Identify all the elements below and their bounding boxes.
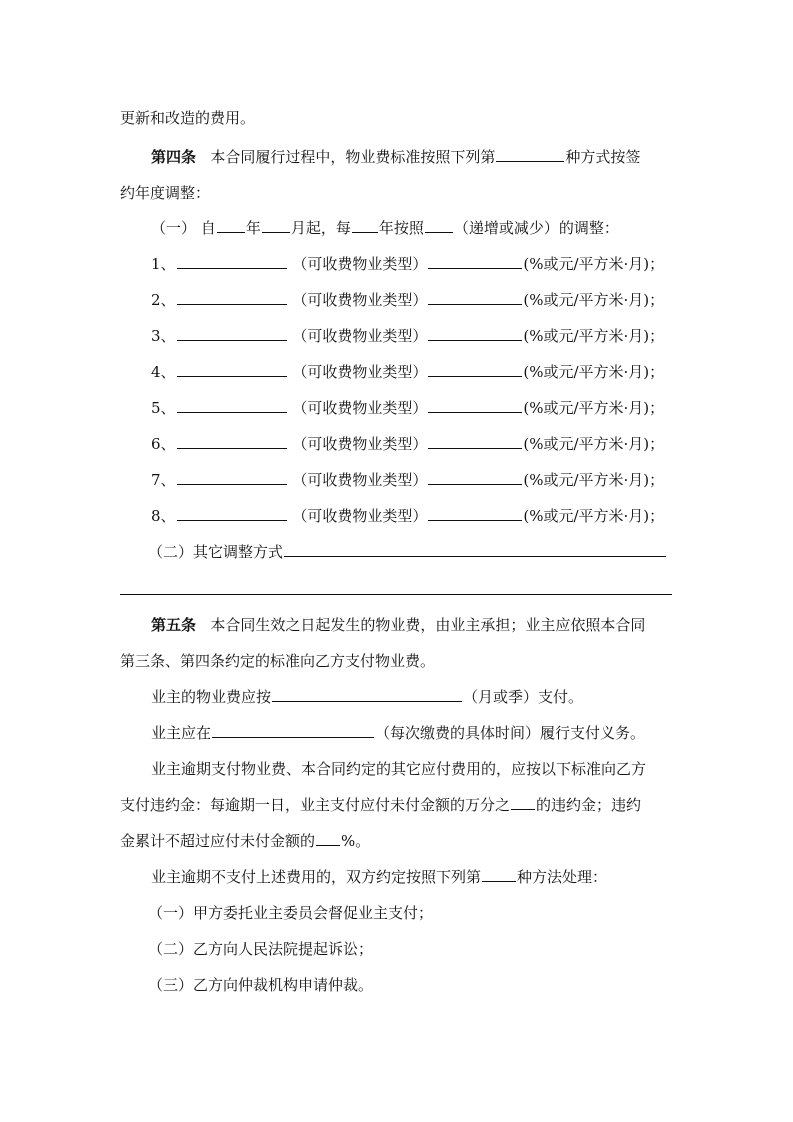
adjustment-1-line: （一） 自 年 月起，每 年按照 （递增或减少）的调整： xyxy=(151,219,619,237)
property-type-blank[interactable] xyxy=(177,398,287,413)
start-year-blank[interactable] xyxy=(217,218,245,233)
method-number-blank[interactable] xyxy=(496,147,564,162)
fee-amount-blank[interactable] xyxy=(428,470,522,485)
property-type-blank[interactable] xyxy=(177,362,287,377)
pay-cycle-blank[interactable] xyxy=(272,687,462,702)
article-5-heading: 第五条 xyxy=(151,616,197,634)
other-method-blank[interactable] xyxy=(284,542,666,557)
property-type-blank[interactable] xyxy=(177,506,287,521)
fee-row: 4、 （可收费物业类型） (%或元/平方米·月)； xyxy=(151,363,665,381)
fee-amount-blank[interactable] xyxy=(428,290,522,305)
adjust-amount-blank[interactable] xyxy=(425,218,453,233)
fee-amount-blank[interactable] xyxy=(428,506,522,521)
fee-row: 3、 （可收费物业类型） (%或元/平方米·月)； xyxy=(151,327,665,345)
property-type-blank[interactable] xyxy=(177,290,287,305)
penalty-cap-blank[interactable] xyxy=(316,831,340,846)
intro-paragraph: 更新和改造的费用。 xyxy=(120,109,256,127)
property-type-blank[interactable] xyxy=(177,470,287,485)
article-4-heading: 第四条 xyxy=(151,148,197,166)
other-method-continuation-line[interactable] xyxy=(120,594,672,595)
fee-amount-blank[interactable] xyxy=(428,362,522,377)
article-5-line-1: 第五条 本合同生效之日起发生的物业费，由业主承担；业主应依照本合同 xyxy=(151,616,646,634)
fee-row: 6、 （可收费物业类型） (%或元/平方米·月)； xyxy=(151,435,665,453)
property-type-blank[interactable] xyxy=(177,326,287,341)
overdue-line-2: 支付违约金：每逾期一日，业主支付应付未付金额的万分之 的违约金；违约 xyxy=(120,796,642,814)
fee-amount-blank[interactable] xyxy=(428,326,522,341)
fee-row: 5、 （可收费物业类型） (%或元/平方米·月)； xyxy=(151,399,665,417)
fee-amount-blank[interactable] xyxy=(428,398,522,413)
article-4-line-1: 第四条 本合同履行过程中，物业费标准按照下列第 种方式按签 xyxy=(151,148,641,166)
method-item: （二）乙方向人民法院提起诉讼； xyxy=(148,940,374,958)
adjustment-2-line: （二）其它调整方式 xyxy=(148,542,667,562)
pay-cycle-line: 业主的物业费应按 （月或季）支付。 xyxy=(151,688,584,706)
pay-time-line: 业主应在 （每次缴费的具体时间）履行支付义务。 xyxy=(151,724,646,742)
method-item: （三）乙方向仲裁机构申请仲裁。 xyxy=(148,976,374,994)
nonpay-line: 业主逾期不支付上述费用的，双方约定按照下列第 种方法处理： xyxy=(151,868,608,886)
property-type-blank[interactable] xyxy=(177,254,287,269)
penalty-rate-blank[interactable] xyxy=(511,795,535,810)
method-item: （一）甲方委托业主委员会督促业主支付； xyxy=(148,904,434,922)
handling-method-blank[interactable] xyxy=(482,867,516,882)
fee-row: 7、 （可收费物业类型） (%或元/平方米·月)； xyxy=(151,471,665,489)
article-5-line-2: 第三条、第四条约定的标准向乙方支付物业费。 xyxy=(120,652,436,670)
pay-time-blank[interactable] xyxy=(212,723,374,738)
fee-row: 1、 （可收费物业类型） (%或元/平方米·月)； xyxy=(151,255,665,273)
fee-amount-blank[interactable] xyxy=(428,254,522,269)
fee-amount-blank[interactable] xyxy=(428,434,522,449)
article-4-line-2: 约年度调整： xyxy=(120,184,211,202)
fee-row: 2、 （可收费物业类型） (%或元/平方米·月)； xyxy=(151,291,665,309)
fee-row: 8、 （可收费物业类型） (%或元/平方米·月)； xyxy=(151,507,665,525)
overdue-line-3: 金累计不超过应付未付金额的 %。 xyxy=(120,832,371,850)
interval-years-blank[interactable] xyxy=(352,218,378,233)
property-type-blank[interactable] xyxy=(177,434,287,449)
start-month-blank[interactable] xyxy=(262,218,290,233)
overdue-line-1: 业主逾期支付物业费、本合同约定的其它应付费用的，应按以下标准向乙方 xyxy=(151,760,647,778)
